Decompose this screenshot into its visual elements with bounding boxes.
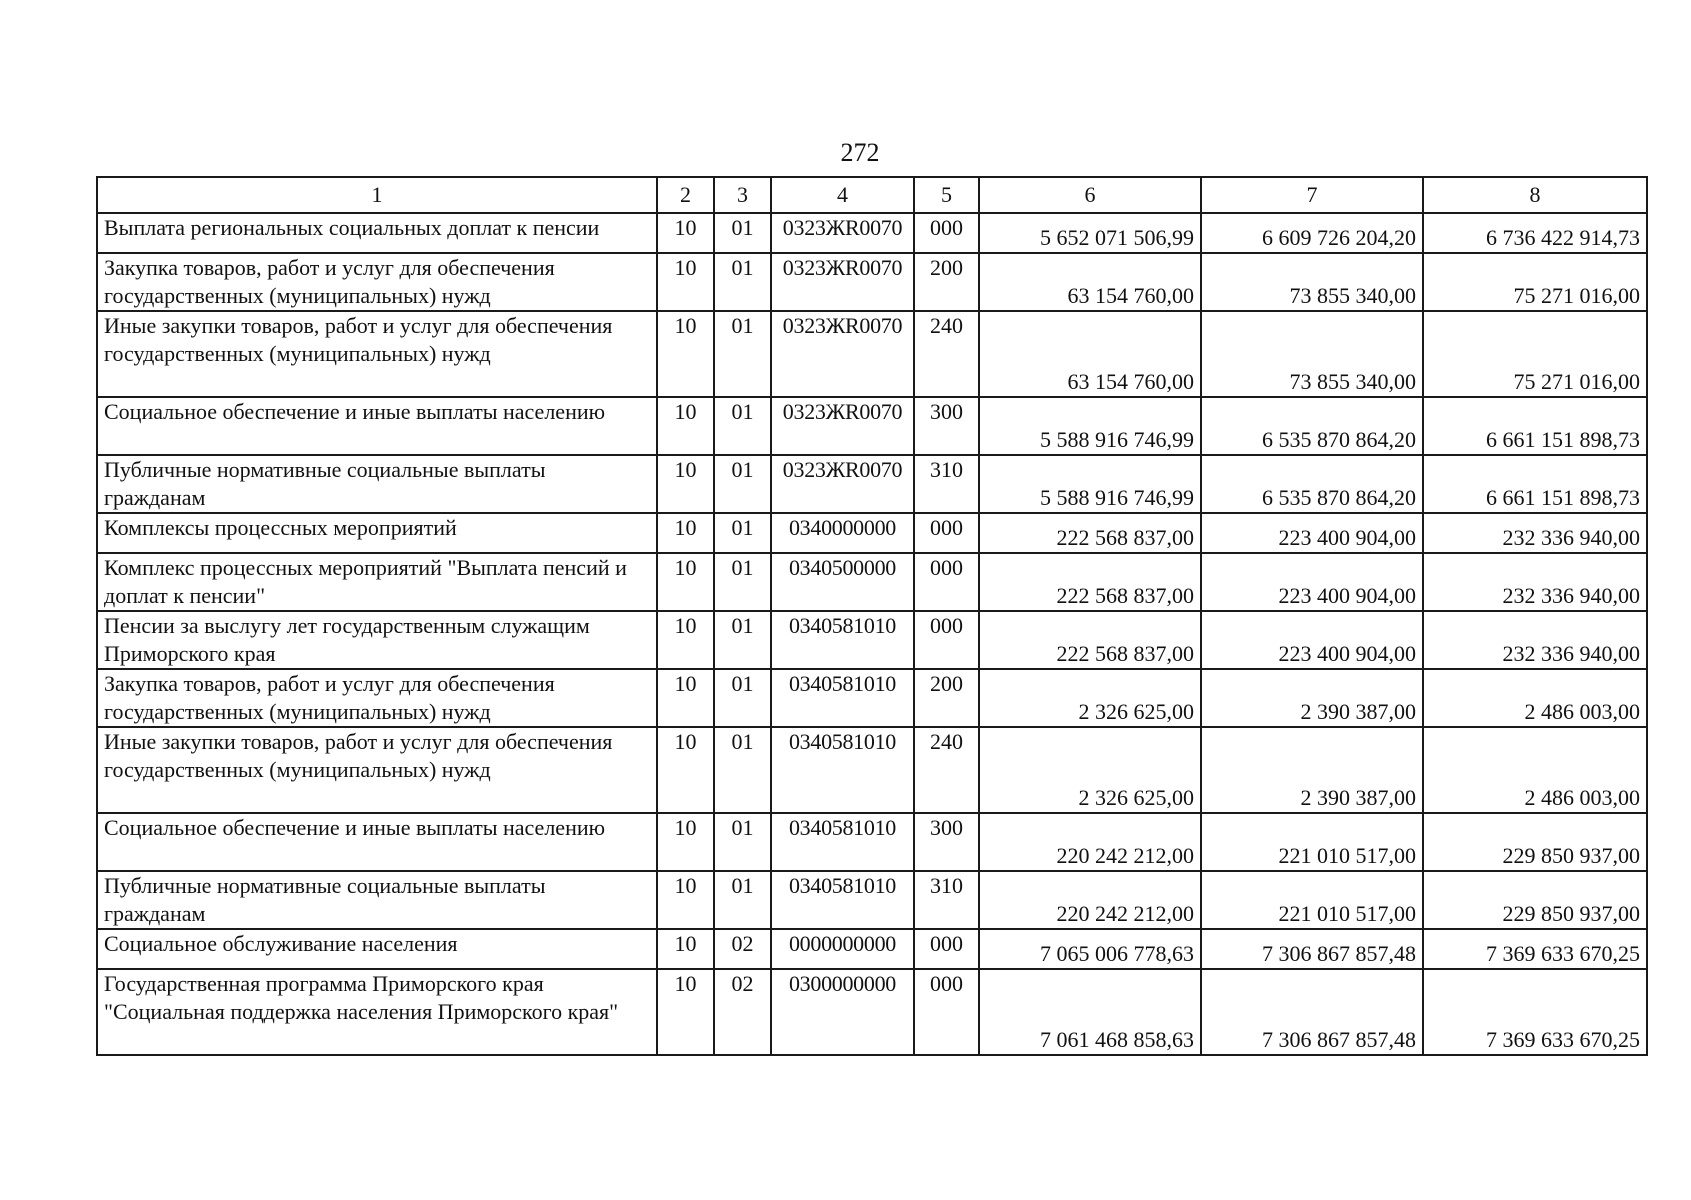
section-code-cell: 10 (657, 397, 714, 455)
target-article-cell: 0323ЖR0070 (771, 253, 914, 311)
amount-col6-cell: 220 242 212,00 (979, 813, 1201, 871)
expense-type-cell: 000 (914, 213, 979, 253)
section-code-cell: 10 (657, 513, 714, 553)
row-name-cell: Публичные нормативные социальные выплаты гражданам (97, 455, 657, 513)
amount-col7-cell: 73 855 340,00 (1201, 253, 1423, 311)
target-article-cell: 0340581010 (771, 813, 914, 871)
amount-col8-cell: 6 661 151 898,73 (1423, 455, 1647, 513)
row-name-cell: Закупка товаров, работ и услуг для обеспечения государственных (муниципальных) нужд (97, 669, 657, 727)
row-name-cell: Выплата региональных социальных доплат к пенсии (97, 213, 657, 253)
row-name-cell: Иные закупки товаров, работ и услуг для обеспечения государственных (муниципальных) нужд (97, 311, 657, 397)
amount-col8-cell: 229 850 937,00 (1423, 871, 1647, 929)
column-header-6: 6 (979, 177, 1201, 213)
table-row (97, 311, 1647, 397)
section-code-cell: 10 (657, 669, 714, 727)
amount-col7-cell: 7 306 867 857,48 (1201, 929, 1423, 969)
amount-col8-cell: 7 369 633 670,25 (1423, 929, 1647, 969)
subsection-code-cell: 01 (714, 455, 771, 513)
amount-col6-cell: 7 065 006 778,63 (979, 929, 1201, 969)
amount-col8-cell: 75 271 016,00 (1423, 311, 1647, 397)
subsection-code-cell: 01 (714, 871, 771, 929)
expense-type-cell: 300 (914, 397, 979, 455)
subsection-code-cell: 01 (714, 727, 771, 813)
expense-type-cell: 200 (914, 669, 979, 727)
section-code-cell: 10 (657, 871, 714, 929)
amount-col7-cell: 7 306 867 857,48 (1201, 969, 1423, 1055)
amount-col8-cell: 232 336 940,00 (1423, 513, 1647, 553)
amount-col6-cell: 222 568 837,00 (979, 553, 1201, 611)
column-header-8: 8 (1423, 177, 1647, 213)
subsection-code-cell: 01 (714, 611, 771, 669)
expense-type-cell: 000 (914, 513, 979, 553)
table-row (97, 611, 1647, 669)
subsection-code-cell: 01 (714, 553, 771, 611)
amount-col7-cell: 221 010 517,00 (1201, 871, 1423, 929)
target-article-cell: 0323ЖR0070 (771, 397, 914, 455)
amount-col8-cell: 7 369 633 670,25 (1423, 969, 1647, 1055)
table-row (97, 813, 1647, 871)
amount-col7-cell: 223 400 904,00 (1201, 513, 1423, 553)
table-header-row (97, 177, 1647, 213)
amount-col6-cell: 5 652 071 506,99 (979, 213, 1201, 253)
section-code-cell: 10 (657, 253, 714, 311)
subsection-code-cell: 01 (714, 311, 771, 397)
amount-col8-cell: 6 661 151 898,73 (1423, 397, 1647, 455)
amount-col6-cell: 63 154 760,00 (979, 253, 1201, 311)
subsection-code-cell: 01 (714, 213, 771, 253)
row-name-cell: Иные закупки товаров, работ и услуг для обеспечения государственных (муниципальных) нужд (97, 727, 657, 813)
section-code-cell: 10 (657, 311, 714, 397)
target-article-cell: 0323ЖR0070 (771, 213, 914, 253)
expense-type-cell: 000 (914, 929, 979, 969)
subsection-code-cell: 01 (714, 813, 771, 871)
amount-col6-cell: 222 568 837,00 (979, 513, 1201, 553)
expense-type-cell: 000 (914, 553, 979, 611)
section-code-cell: 10 (657, 611, 714, 669)
expense-type-cell: 310 (914, 455, 979, 513)
row-name-cell: Социальное обслуживание населения (97, 929, 657, 969)
amount-col6-cell: 2 326 625,00 (979, 669, 1201, 727)
table-row (97, 929, 1647, 969)
table-row (97, 969, 1647, 1055)
amount-col7-cell: 223 400 904,00 (1201, 553, 1423, 611)
amount-col8-cell: 2 486 003,00 (1423, 727, 1647, 813)
target-article-cell: 0340581010 (771, 611, 914, 669)
subsection-code-cell: 02 (714, 969, 771, 1055)
table-row (97, 455, 1647, 513)
row-name-cell: Комплекс процессных мероприятий "Выплата пенсий и доплат к пенсии" (97, 553, 657, 611)
amount-col8-cell: 229 850 937,00 (1423, 813, 1647, 871)
section-code-cell: 10 (657, 553, 714, 611)
amount-col6-cell: 7 061 468 858,63 (979, 969, 1201, 1055)
expense-type-cell: 000 (914, 611, 979, 669)
expense-type-cell: 200 (914, 253, 979, 311)
budget-table (96, 176, 1648, 1056)
target-article-cell: 0300000000 (771, 969, 914, 1055)
subsection-code-cell: 01 (714, 513, 771, 553)
target-article-cell: 0340581010 (771, 669, 914, 727)
table-row (97, 513, 1647, 553)
target-article-cell: 0323ЖR0070 (771, 311, 914, 397)
table-row (97, 669, 1647, 727)
target-article-cell: 0340581010 (771, 727, 914, 813)
column-header-1: 1 (97, 177, 657, 213)
row-name-cell: Комплексы процессных мероприятий (97, 513, 657, 553)
table-row (97, 727, 1647, 813)
table-body (97, 177, 1647, 1055)
row-name-cell: Социальное обеспечение и иные выплаты населению (97, 397, 657, 455)
amount-col8-cell: 232 336 940,00 (1423, 553, 1647, 611)
target-article-cell: 0323ЖR0070 (771, 455, 914, 513)
amount-col8-cell: 2 486 003,00 (1423, 669, 1647, 727)
amount-col7-cell: 6 535 870 864,20 (1201, 455, 1423, 513)
subsection-code-cell: 01 (714, 669, 771, 727)
column-header-4: 4 (771, 177, 914, 213)
amount-col7-cell: 2 390 387,00 (1201, 669, 1423, 727)
section-code-cell: 10 (657, 213, 714, 253)
column-header-3: 3 (714, 177, 771, 213)
target-article-cell: 0340000000 (771, 513, 914, 553)
amount-col8-cell: 75 271 016,00 (1423, 253, 1647, 311)
table-row (97, 213, 1647, 253)
target-article-cell: 0340581010 (771, 871, 914, 929)
amount-col8-cell: 232 336 940,00 (1423, 611, 1647, 669)
section-code-cell: 10 (657, 929, 714, 969)
table-row (97, 397, 1647, 455)
column-header-5: 5 (914, 177, 979, 213)
amount-col6-cell: 222 568 837,00 (979, 611, 1201, 669)
row-name-cell: Публичные нормативные социальные выплаты гражданам (97, 871, 657, 929)
section-code-cell: 10 (657, 727, 714, 813)
section-code-cell: 10 (657, 813, 714, 871)
expense-type-cell: 310 (914, 871, 979, 929)
column-header-2: 2 (657, 177, 714, 213)
amount-col7-cell: 221 010 517,00 (1201, 813, 1423, 871)
subsection-code-cell: 02 (714, 929, 771, 969)
table-row (97, 553, 1647, 611)
amount-col6-cell: 2 326 625,00 (979, 727, 1201, 813)
expense-type-cell: 240 (914, 727, 979, 813)
row-name-cell: Государственная программа Приморского края "Социальная поддержка населения Приморского края" (97, 969, 657, 1055)
amount-col7-cell: 6 535 870 864,20 (1201, 397, 1423, 455)
amount-col6-cell: 220 242 212,00 (979, 871, 1201, 929)
target-article-cell: 0340500000 (771, 553, 914, 611)
row-name-cell: Пенсии за выслугу лет государственным служащим Приморского края (97, 611, 657, 669)
subsection-code-cell: 01 (714, 397, 771, 455)
column-header-7: 7 (1201, 177, 1423, 213)
expense-type-cell: 240 (914, 311, 979, 397)
table-row (97, 253, 1647, 311)
subsection-code-cell: 01 (714, 253, 771, 311)
amount-col6-cell: 5 588 916 746,99 (979, 455, 1201, 513)
amount-col6-cell: 5 588 916 746,99 (979, 397, 1201, 455)
target-article-cell: 0000000000 (771, 929, 914, 969)
amount-col7-cell: 6 609 726 204,20 (1201, 213, 1423, 253)
amount-col7-cell: 223 400 904,00 (1201, 611, 1423, 669)
row-name-cell: Социальное обеспечение и иные выплаты населению (97, 813, 657, 871)
page-number: 272 (840, 138, 880, 167)
section-code-cell: 10 (657, 455, 714, 513)
expense-type-cell: 300 (914, 813, 979, 871)
row-name-cell: Закупка товаров, работ и услуг для обеспечения государственных (муниципальных) нужд (97, 253, 657, 311)
amount-col8-cell: 6 736 422 914,73 (1423, 213, 1647, 253)
amount-col6-cell: 63 154 760,00 (979, 311, 1201, 397)
table-row (97, 871, 1647, 929)
amount-col7-cell: 2 390 387,00 (1201, 727, 1423, 813)
section-code-cell: 10 (657, 969, 714, 1055)
expense-type-cell: 000 (914, 969, 979, 1055)
amount-col7-cell: 73 855 340,00 (1201, 311, 1423, 397)
